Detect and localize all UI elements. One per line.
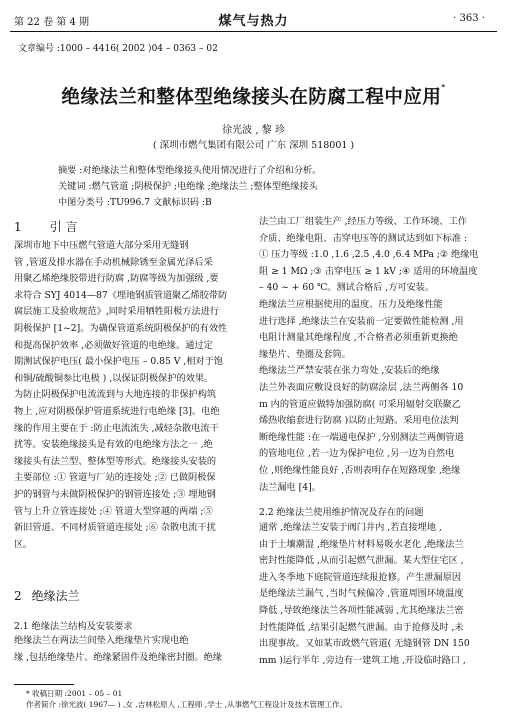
text-line: 缘的作用主要在于 :防止电流流失 ,减轻杂散电流干	[14, 422, 219, 434]
keywords: 关键词 :燃气管道 ;阴极保护 ;电绝缘 ;绝缘法兰 ;整体型绝缘接头	[58, 181, 318, 192]
text-line: 缘接头有法兰型、整体型等形式。绝缘接头安装的	[14, 455, 217, 467]
classification: 中图分类号 :TU996.7 文献标识码 :B	[58, 197, 212, 208]
text-line: 和提高保护效率 ,必须做好管道的电绝缘。通过定	[14, 339, 213, 351]
article-number: 文章编号 :1000 – 4416( 2002 )04 – 0363 – 02	[18, 44, 218, 54]
text-line: 法兰外表面应敷设良好的防腐涂层 ,法兰两侧各 10	[259, 381, 464, 393]
abstract: 摘要 :对绝缘法兰和整体型绝缘接头使用情况进行了介绍和分析。	[58, 165, 322, 176]
title-footnote-mark: *	[441, 83, 446, 91]
text-line: 断绝缘性能 :在一端通电保护 ,分别测法兰两侧管道	[259, 431, 464, 443]
text-line: 的管地电位 ,若一边为保护电位 ,另一边为自然电	[259, 448, 455, 460]
text-line: 护的钢管与未做阴极保护的钢管连接处 ;③ 埋地钢	[14, 488, 216, 500]
text-line: 是绝缘法兰漏气 ,当时气候偏冷 ,管道周围环境温度	[259, 588, 464, 600]
text-line: 介质、绝缘电阻、击穿电压等的测试达到如下标准 :	[259, 232, 468, 244]
text-line: 烯热收缩套进行防腐 )以防止短路。采用电位法判	[259, 415, 459, 427]
text-line: 区。	[14, 538, 33, 550]
paper-title	[0, 83, 507, 109]
section-number: 2	[14, 589, 22, 603]
text-line: 物上 ,应对阴极保护管道系统进行电绝缘 [3]。电绝	[14, 405, 220, 417]
text-line: 绝缘法兰严禁安装在张力弯处 ,安装后的绝缘	[259, 365, 440, 377]
section-title: 引 言	[49, 220, 78, 234]
text-line: 通常 ,绝缘法兰安装于阀门井内 ,若直接埋地 ,	[259, 522, 442, 533]
text-line: 和铜/硫酸铜参比电极 ) ,以保证阴极保护的效果。	[14, 372, 214, 384]
left-column-body	[14, 238, 247, 553]
author-line: 徐光波 , 黎 珍	[222, 125, 285, 136]
text-line: 期测试保护电压( 最小保护电压 – 0.85 V ,相对于饱	[14, 356, 223, 368]
section-number: 1	[14, 220, 22, 234]
text-line: mm )运行半年 ,旁边有一建筑工地 ,开设临时路口 ,	[259, 654, 466, 666]
text-line: 阻 ≥ 1 MΩ ;③ 击穿电压 ≥ 1 kV ;④ 适用的环境温度	[259, 265, 478, 277]
text-line: 管 ,管道及排水器在手动机械除锈至金属光泽后采	[14, 256, 213, 268]
footnote-received: * 收稿日期 :2001 – 05 – 01	[26, 689, 123, 698]
text-line: 进行选择 ,绝缘法兰在安装前一定要做性能检测 ,用	[259, 315, 464, 327]
text-line: 电阻计测量其绝缘程度 ,不合格者必须重新更换绝	[259, 332, 458, 344]
affiliation: ( 深圳市燃气集团有限公司 广东 深圳 518001 )	[152, 140, 355, 151]
text-line: 进入冬季地下庭院管道连续报抢修。产生泄漏原因	[259, 571, 462, 583]
text-line: 深圳市地下中压燃气管道大部分采用无缝钢	[14, 240, 189, 251]
footnote-author-bio: 作者简介 :徐光波( 1967— ) ,女 ,吉林松原人 ,工程师 ,学士 ,从事燃气工程设计及技术管理工作。	[26, 700, 347, 709]
text-line: 缘垫片、垫圈及套筒。	[259, 348, 351, 360]
journal-name: 煤气与热力	[218, 14, 289, 29]
subsection-2-2-heading: 2.2 绝缘法兰使用维护情况及存在的问题	[259, 507, 424, 518]
subsection-2-1-heading: 2.1 绝缘法兰结构及安装要求	[14, 621, 133, 632]
text-line: 新旧管道、不同材质管道连接处 ;⑥ 杂散电流干扰	[14, 522, 216, 534]
text-line: 绝缘法兰应根据使用的温度、压力及绝缘性能	[259, 298, 443, 310]
text-line: 封性能降低 ,结果引起燃气泄漏。由于抢修及时 ,未	[259, 621, 464, 633]
title-text: 绝缘法兰和整体型绝缘接头在防腐工程中应用	[61, 87, 442, 108]
header-rule	[10, 31, 497, 32]
text-line: 绝缘法兰在两法兰间垫入绝缘垫片实现电绝	[14, 635, 189, 646]
text-line: 法兰由工厂组装生产 ,经压力等级、工作环境、工作	[259, 216, 467, 227]
right-column-body	[259, 214, 494, 496]
journal-issue: 第 22 卷 第 4 期	[14, 17, 89, 28]
text-line: – 40 ~ + 60 ℃。测试合格后 ,方可安装。	[259, 282, 435, 294]
text-line: 扰等。安装绝缘接头是有效的电绝缘方法之一 ,绝	[14, 439, 213, 451]
text-line: 用聚乙烯绝缘胶带进行防腐 ,防腐等级为加强级 ,要	[14, 273, 219, 285]
text-line: m 内的管道应做特加强防腐( 可采用辐射交联聚乙	[259, 398, 461, 410]
section-title: 绝缘法兰	[31, 589, 80, 603]
text-line: 管与上升立管连接处 ;④ 管道大型穿越的两端 ;⑤	[14, 505, 213, 517]
page-number: · 363 ·	[453, 13, 485, 24]
text-line: 位 ,则绝缘性能良好 ,否则表明存在短路现象 ,绝缘	[259, 464, 461, 476]
section-1-heading	[14, 218, 105, 235]
text-line: 缘 ,包括绝缘垫片、绝缘紧固件及绝缘密封圈。绝缘	[14, 651, 222, 663]
section-2-heading	[14, 587, 90, 604]
text-line: 出现事故。又如某市政燃气管道( 无缝钢管 DN 150	[259, 638, 470, 650]
text-line: 降低 ,导致绝缘法兰各项性能减弱 ,尤其绝缘法兰密	[259, 604, 464, 616]
left-column-body-2	[14, 633, 247, 666]
text-line: 阴极保护 [1~2]。为确保管道系统阴极保护的有效性	[14, 322, 228, 334]
text-line: 主要部位 :① 管道与厂站的连接处 ;② 已做阴极保	[14, 472, 216, 484]
text-line: 腐层施工及验收规范》,同时采用牺牲阳极方法进行	[14, 306, 220, 318]
text-line: 求符合 SYJ 4014—87《埋地钢质管道聚乙烯胶带防	[14, 289, 228, 301]
right-column-body-2	[259, 520, 494, 669]
text-line: 为防止阴极保护电流流到与大地连接的非保护构筑	[14, 389, 217, 401]
footnote-rule	[14, 684, 74, 685]
text-line: 法兰漏电 [4]。	[259, 481, 321, 493]
text-line: ① 压力等级 :1.0 ,1.6 ,2.5 ,4.0 ,6.4 MPa ;② 绝缘电	[259, 249, 479, 261]
text-line: 密封性能降低 ,从而引起燃气泄漏。某大型住宅区 ,	[259, 555, 464, 567]
text-line: 由于土壤潮湿 ,绝缘垫片材料易吸水老化 ,绝缘法兰	[259, 538, 464, 550]
